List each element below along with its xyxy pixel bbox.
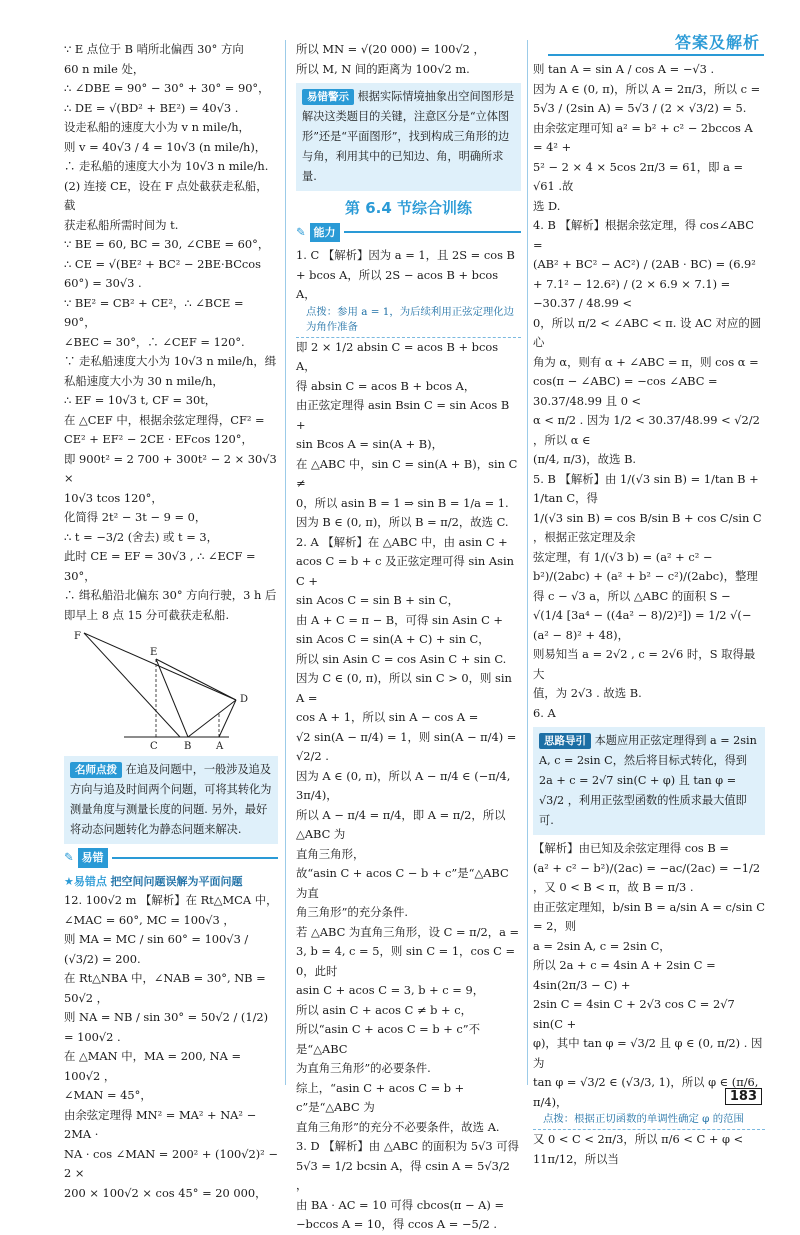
figure-label-b: B (184, 741, 192, 752)
text-line: 200 × 100√2 × cos 45° = 20 000， (64, 1185, 267, 1200)
text-line: ∵ BE = 60, BC = 30, ∠CBE = 60°， (64, 237, 270, 251)
text-line: 直角三角形， (296, 846, 365, 861)
text-line: 在 △CEF 中，根据余弦定理得，CF² = (64, 412, 265, 427)
warning-box (296, 83, 521, 191)
text-line: 私船速度大小为 30 n mile/h， (64, 373, 224, 388)
text-line: 因为 C ∈ (0, π)，所以 sin C > 0，则 sin A = (296, 671, 512, 705)
text-line: 2sin C = 4sin C + 2√3 cos C = 2√7 sin(C + (533, 997, 735, 1031)
question-12 (64, 891, 278, 1203)
text-line: ∴ t = −3/2 (舍去) 或 t = 3， (64, 529, 219, 544)
text-line: 由正弦定理得 asin Bsin C = sin Acos B + (296, 398, 510, 432)
text-line: 角三角形”的充分条件. (296, 905, 408, 919)
text-line: 则易知当 a = 2√2 , c = 2√6 时，S 取得最大 (533, 647, 756, 681)
question-6-solution (533, 839, 765, 1112)
text-line: 为直角三角形”的必要条件. (296, 1061, 431, 1075)
header-rule (548, 54, 764, 56)
text-line: tan φ = √3/2 ∈ (√3/3, 1)，所以 φ ∈ (π/6, π/4)， (533, 1075, 759, 1109)
teacher-tip-badge: 名师点拨 (70, 762, 122, 778)
text-line: 设走私船的速度大小为 v n mile/h， (64, 120, 250, 134)
text-line: acos C = b + c 及正弦定理可得 sin Asin C + (296, 554, 514, 588)
text-line: 在 △MAN 中，MA = 200, NA = 100√2 ， (64, 1049, 242, 1083)
figure-label-d: D (240, 694, 249, 705)
text-line: ∵ BE² = CB² + CE²，∴ ∠BCE = 90°， (64, 295, 244, 329)
text-line: 所以 sin Asin C = cos Asin C + sin C. (296, 651, 507, 666)
text-line: sin Acos C = sin(A + C) + sin C， (296, 632, 490, 646)
column-1 (64, 40, 278, 1203)
question-6-note: 点拨：根据正切函数的单调性确定 φ 的范围 (533, 1112, 765, 1130)
column-divider-1 (285, 40, 286, 1085)
text-line: 5√3 / (2sin A) = 5√3 / (2 × √3/2) = 5. (533, 101, 747, 115)
column-2 (296, 40, 521, 1235)
text-line: ∴ ∠DBE = 90° − 30° + 30° = 90°， (64, 81, 270, 95)
text-line: −bccos A = 10，得 ccos A = −5/2 . (296, 1217, 498, 1231)
text-line: 在 △ABC 中，sin C = sin(A + B)，sin C ≠ (296, 456, 518, 490)
text-line: 值，为 2√3 . 故选 B. (533, 686, 642, 700)
text-line: 因为 A ∈ (0, π)，所以 A − π/4 ∈ (−π/4, 3π/4)， (296, 768, 511, 802)
text-line: 0，所以 π/2 < ∠ABC < π. 设 AC 对应的圆心 (533, 315, 762, 349)
text-line: 弦定理，有 1/(√3 b) = (a² + c² − b²)/(2abc) + (a² + b² − c²)/(2abc)，整理 (533, 549, 758, 583)
think-guide-box (533, 727, 765, 835)
text-line: 1/(√3 sin B) = cos B/sin B + cos C/sin C ，根据正弦定理及余 (533, 510, 762, 544)
level-banner-error (64, 848, 278, 868)
text-line: 得 absin C = acos B + bcos A， (296, 378, 476, 393)
text-line: 综上，“asin C + acos C = b + c”是“△ABC 为 (296, 1080, 465, 1114)
figure-label-f: F (74, 631, 81, 642)
text-line: 则 MA = MC / sin 60° = 100√3 / (√3/2) = 200. (64, 932, 249, 966)
text-line: CE² + EF² − 2CE · EFcos 120°， (64, 432, 253, 446)
text-line: 化简得 2t² − 3t − 9 = 0， (64, 510, 207, 524)
text-line: 所以 2a + c = 4sin A + 2sin C = 4sin(2π/3 − C) + (533, 958, 716, 992)
text-line: (AB² + BC² − AC²) / (2AB · BC) = (6.9² + 7.1² − 12.6²) / (2 × 6.9 × 7.1) = −30.37 / 48.99 < (533, 257, 756, 310)
text-line: 6. A (533, 705, 556, 720)
text-line: 所以“asin C + acos C = b + c”不是“△ABC (296, 1022, 481, 1056)
text-line: (a² + c² − b²)/(2ac) = −ac/(2ac) = −1/2 ，又 0 < B < π，故 B = π/3 . (533, 860, 761, 894)
text-line: (π/4, π/3)，故选 B. (533, 452, 637, 466)
warning-badge: 易错警示 (302, 89, 354, 105)
text-line: ∴ 走私船的速度大小为 10√3 n mile/h. (64, 159, 269, 173)
error-point-text: 把空间问题误解为平面问题 (110, 874, 243, 888)
text-line: √(1/4 [3a⁴ − ((4a² − 8)/2)²]) = 1/2 √(−(a² − 8)² + 48)， (533, 608, 752, 642)
text-line: 10√3 tcos 120°， (64, 490, 163, 505)
error-point-label: ★易错点 (64, 874, 107, 888)
chase-figure (64, 627, 278, 752)
text-line: NA · cos ∠MAN = 200² + (100√2)² − 2 × (64, 1146, 278, 1180)
text-line: ∴ DE = √(BD² + BE²) = 40√3 . (64, 100, 239, 115)
text-line: 3. D 【解析】由 △ABC 的面积为 5√3 可得 (296, 1139, 520, 1153)
text-line: 60 n mile 处， (64, 61, 145, 76)
text-line: 由余弦定理可知 a² = b² + c² − 2bccos A = 4² + (533, 120, 753, 154)
text-line: φ)，其中 tan φ = √3/2 且 φ ∈ (0, π/2) . 因为 (533, 1036, 763, 1070)
text-line: 由正弦定理知，b/sin B = a/sin A = c/sin C = 2，则 (533, 899, 765, 933)
text-line: 即 900t² = 2 700 + 300t² − 2 × 30√3 × (64, 451, 277, 485)
figure-label-c: C (150, 741, 158, 752)
column-divider-2 (527, 40, 528, 1085)
level-label: 能力 (310, 223, 340, 243)
think-guide-text: 本题应用正弦定理得到 a = 2sin A, c = 2sin C，然后将目标式转化，得到 2a + c = 2√7 sin(C + φ) 且 tan φ = √3/2 ，利用正弦型函数的性质求最大值即可. (539, 734, 757, 827)
level-rule (112, 857, 278, 859)
figure-label-a: A (216, 741, 224, 752)
text-line: 所以 A − π/4 = π/4，即 A = π/2，所以 △ABC 为 (296, 807, 506, 841)
text-line: 在 Rt△NBA 中，∠NAB = 30°, NB = 50√2 ， (64, 971, 266, 1005)
question-6-last-line: 又 0 < C < 2π/3，所以 π/6 < C + φ < 11π/12，所以当 (533, 1132, 744, 1166)
text-line: 由余弦定理得 MN² = MA² + NA² − 2MA · (64, 1107, 257, 1141)
text-line: α < π/2 . 因为 1/2 < 30.37/48.99 < √2/2 ，所以 α ∈ (533, 413, 760, 447)
text-line: 获走私船所需时间为 t. (64, 217, 179, 232)
question-1 (296, 338, 521, 533)
level-label: 易错 (78, 848, 108, 868)
text-line: √2 sin(A − π/4) = 1，则 sin(A − π/4) = √2/2 . (296, 729, 517, 763)
text-line: 即 2 × 1/2 absin C = acos B + bcos A， (296, 339, 499, 373)
teacher-tip-box (64, 756, 278, 844)
col2-top-text (296, 40, 521, 79)
text-line: 得 c − √3 a，所以 △ABC 的面积 S − (533, 588, 731, 603)
text-line: 此时 CE = EF = 30√3 , ∴ ∠ECF = 30°， (64, 549, 256, 583)
text-line: ∴ CE = √(BE² + BC² − 2BE·BCcos 60°) = 30√3 . (64, 256, 262, 290)
text-line: 故“asin C + acos C − b + c”是“△ABC 为直 (296, 866, 509, 900)
text-line: a = 2sin A, c = 2sin C， (533, 938, 671, 953)
text-line: ∵ 走私船速度大小为 10√3 n mile/h，缉 (64, 354, 277, 368)
text-line: 因为 B ∈ (0, π)，所以 B = π/2，故选 C. (296, 515, 509, 529)
text-line: 所以 asin C + acos C ≠ b + c， (296, 1002, 472, 1017)
warning-text: 根据实际情境抽象出空间图形是解决这类题目的关键，注意区分是“立体图形”还是“平面图形”，找到构成三角形的边与角，利用其中的已知边、角，明确所求量. (302, 90, 515, 183)
text-line: 直角三角形”的充分不必要条件，故选 A. (296, 1119, 500, 1134)
text-line: 则 v = 40√3 / 4 = 10√3 (n mile/h)， (64, 139, 267, 154)
question-2-3 (296, 533, 521, 1235)
text-line: ∵ E 点位于 B 哨所北偏西 30° 方向 (64, 42, 244, 56)
text-line: 角为 α，则有 α + ∠ABC = π，则 cos α = (533, 354, 759, 369)
text-line: ∠BEC = 30°，∴ ∠CEF = 120°. (64, 334, 245, 349)
text-line: 0，所以 asin B = 1 ⇒ sin B = 1/a = 1. (296, 495, 509, 510)
text-line: asin C + acos C = 3, b + c = 9， (296, 983, 485, 997)
text-line: 5. B 【解析】由 1/(√3 sin B) = 1/tan B + 1/tan C，得 (533, 471, 759, 505)
text-line: 若 △ABC 为直角三角形，设 C = π/2，a = (296, 924, 520, 939)
text-line: ∴ 缉私船沿北偏东 30° 方向行驶，3 h 后 (64, 588, 277, 602)
text-line: cos(π − ∠ABC) = −cos ∠ABC = 30.37/48.99 且 0 < (533, 374, 718, 408)
text-line: 4. B 【解析】根据余弦定理，得 cos∠ABC = (533, 218, 754, 252)
text-line: sin Acos C = sin B + sin C， (296, 593, 460, 607)
text-line: 由 A + C = π − B，可得 sin Asin C + (296, 612, 503, 627)
page-header: 答案及解析 (674, 33, 760, 52)
text-line: 5√3 = 1/2 bcsin A，得 csin A = 5√3/2 ， (296, 1158, 510, 1192)
page-number: 183 (725, 1088, 762, 1105)
col1-solution-text (64, 40, 278, 625)
text-line: 3, b = 4, c = 5，则 sin C = 1，cos C = 0，此时 (296, 944, 516, 978)
text-line: ∠MAC = 60°, MC = 100√3 ， (64, 912, 235, 927)
col3-solution-text (533, 60, 765, 723)
section-title: 第 6.4 节综合训练 (344, 199, 473, 217)
text-line: 2. A 【解析】在 △ABC 中，由 asin C + (296, 534, 508, 549)
figure-label-e: E (150, 647, 158, 658)
text-line: 【解析】由已知及余弦定理得 cos B = (533, 841, 729, 855)
error-point-heading (64, 872, 278, 892)
pen-icon: ✎ (296, 224, 306, 239)
text-line: (2) 连接 CE，设在 F 点处截获走私船，截 (64, 178, 268, 212)
question-1-note: 点拨：参用 a = 1，为后续利用正弦定理化边为角作准备 (296, 305, 521, 338)
level-rule (344, 231, 521, 233)
teacher-tip-text: 在追及问题中，一般涉及追及方向与追及时间两个问题，可将其转化为测量角度与测量长度的问题. 另外，最好将动态问题转化为静态问题来解决. (70, 763, 272, 836)
text-line: 5² − 2 × 4 × 5cos 2π/3 = 61，即 a = √61 .故 (533, 159, 744, 193)
text-line: sin Bcos A = sin(A + B)， (296, 437, 444, 451)
text-line: cos A + 1，所以 sin A − cos A = (296, 710, 479, 724)
text-line: 则 NA = NB / sin 30° = 50√2 / (1/2) = 100√2 . (64, 1010, 269, 1044)
text-line: ∠MAN = 45°， (64, 1088, 152, 1102)
text-line: 所以 MN = √(20 000) = 100√2 ， (296, 42, 485, 56)
text-line: ∴ EF = 10√3 t, CF = 30t， (64, 393, 217, 407)
text-line: 所以 M, N 间的距离为 100√2 m. (296, 61, 470, 76)
column-3 (533, 60, 765, 1169)
text-line: 12. 100√2 m 【解析】在 Rt△MCA 中， (64, 893, 278, 907)
text-line: 选 D. (533, 198, 561, 213)
pen-icon: ✎ (64, 850, 74, 864)
question-1-head: 1. C 【解析】因为 a = 1，且 2S = cos B + bcos A，所以 2S − acos B + bcos A， (296, 248, 515, 301)
text-line: 因为 A ∈ (0, π)，所以 A = 2π/3，所以 c = (533, 81, 761, 96)
text-line: 即早上 8 点 15 分可截获走私船. (64, 607, 230, 622)
think-guide-badge: 思路导引 (539, 733, 591, 749)
text-line: 由 BA · AC = 10 可得 cbcos(π − A) = (296, 1197, 505, 1212)
level-banner-ability (296, 223, 521, 243)
text-line: 则 tan A = sin A / cos A = −√3 . (533, 62, 715, 76)
